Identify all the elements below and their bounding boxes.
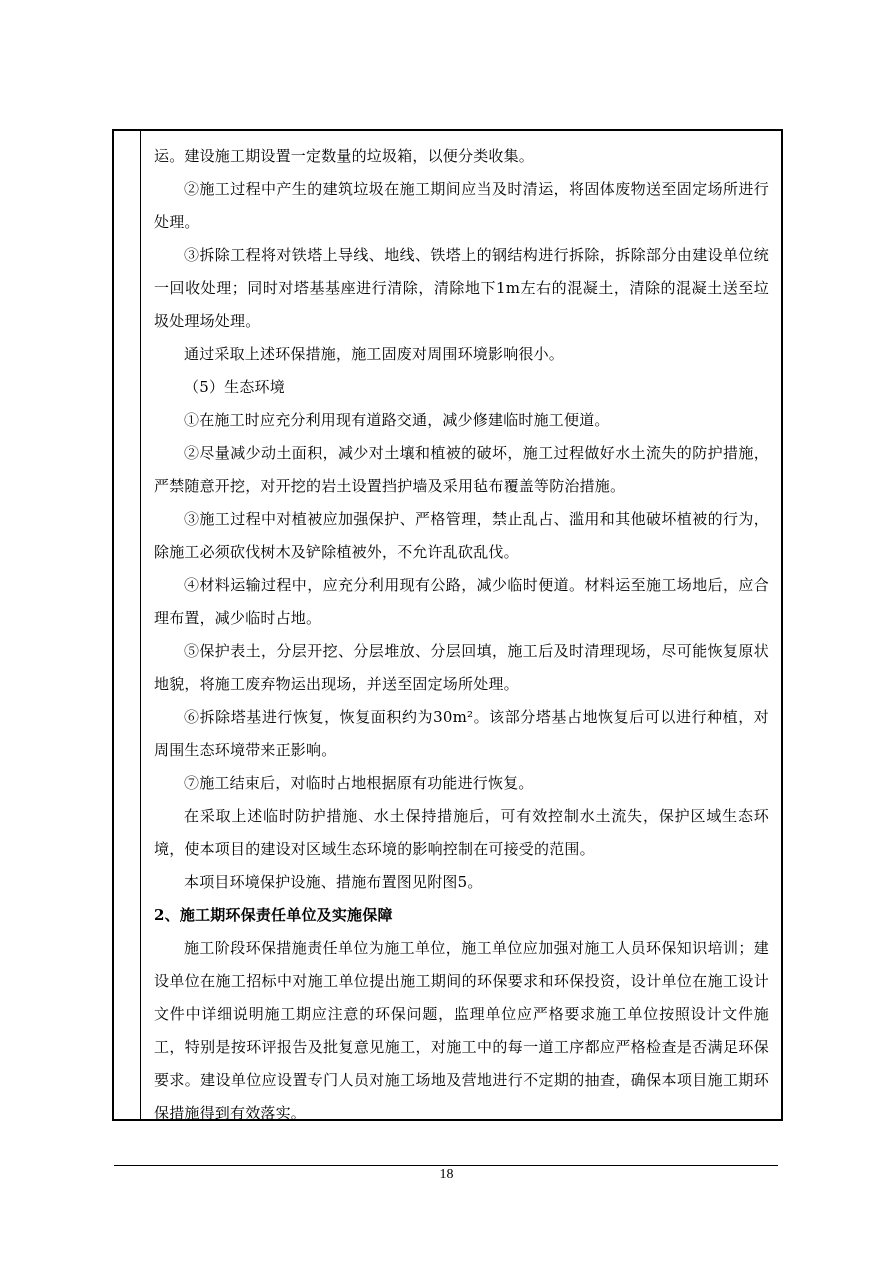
paragraph: 施工阶段环保措施责任单位为施工单位，施工单位应加强对施工人员环保知识培训；建设单位在施工招标中对施工单位提出施工期间的环保要求和环保投资，设计单位在施工设计文件中详细说明施工期应注意的环保问题，监理单位应严格要求施工单位按照设计文件施工，特别是按环评报告及批复意见施工，对施工中的每一道工序都应严格检查是否满足环保要求。建设单位应设置专门人员对施工场地及营地进行不定期的抽查，确保本项目施工期环保措施得到有效落实。 [154,939,769,1122]
content-table [112,129,783,1121]
footer-divider [114,1165,778,1166]
table-left-column [114,131,141,1119]
paragraph: ①在施工时应充分利用现有道路交通，减少修建临时施工便道。 [184,411,610,429]
page-number: 18 [439,1167,454,1182]
paragraph: ②施工过程中产生的建筑垃圾在施工期间应当及时清运，将固体废物送至固定场所进行处理。 [154,180,769,231]
paragraph: 通过采取上述环保措施，施工固废对周围环境影响很小。 [184,345,565,363]
paragraph: ②尽量减少动土面积，减少对土壤和植被的破坏，施工过程做好水土流失的防护措施，严禁随意开挖，对开挖的岩土设置挡护墙及采用毡布覆盖等防治措施。 [154,444,769,495]
paragraph: ③拆除工程将对铁塔上导线、地线、铁塔上的钢结构进行拆除，拆除部分由建设单位统一回收处理；同时对塔基基座进行清除，清除地下1m左右的混凝土，清除的混凝土送至垃圾处理场处理。 [154,246,769,330]
paragraph: ⑦施工结束后，对临时占地根据原有功能进行恢复。 [184,774,534,792]
paragraph: ⑤保护表土，分层开挖、分层堆放、分层回填，施工后及时清理现场，尽可能恢复原状地貌，将施工废弃物运出现场，并送至固定场所处理。 [154,642,769,693]
paragraph: ⑥拆除塔基进行恢复，恢复面积约为30m²。该部分塔基占地恢复后可以进行种植，对周围生态环境带来正影响。 [154,708,769,759]
table-content-cell [142,131,781,1122]
paragraph: 在采取上述临时防护措施、水土保持措施后，可有效控制水土流失，保护区域生态环境，使本项目的建设对区域生态环境的影响控制在可接受的范围。 [154,807,769,858]
section-heading: 2、施工期环保责任单位及实施保障 [154,906,393,924]
paragraph: 本项目环境保护设施、措施布置图见附图5。 [184,873,483,891]
paragraph: 运。建设施工期设置一定数量的垃圾箱，以便分类收集。 [154,147,535,165]
paragraph: ③施工过程中对植被应加强保护、严格管理，禁止乱占、滥用和其他破坏植被的行为，除施工必须砍伐树木及铲除植被外，不允许乱砍乱伐。 [154,510,769,561]
section-subheading: （5）生态环境 [184,378,285,396]
paragraph: ④材料运输过程中，应充分利用现有公路，减少临时便道。材料运至施工场地后，应合理布置，减少临时占地。 [154,576,769,627]
